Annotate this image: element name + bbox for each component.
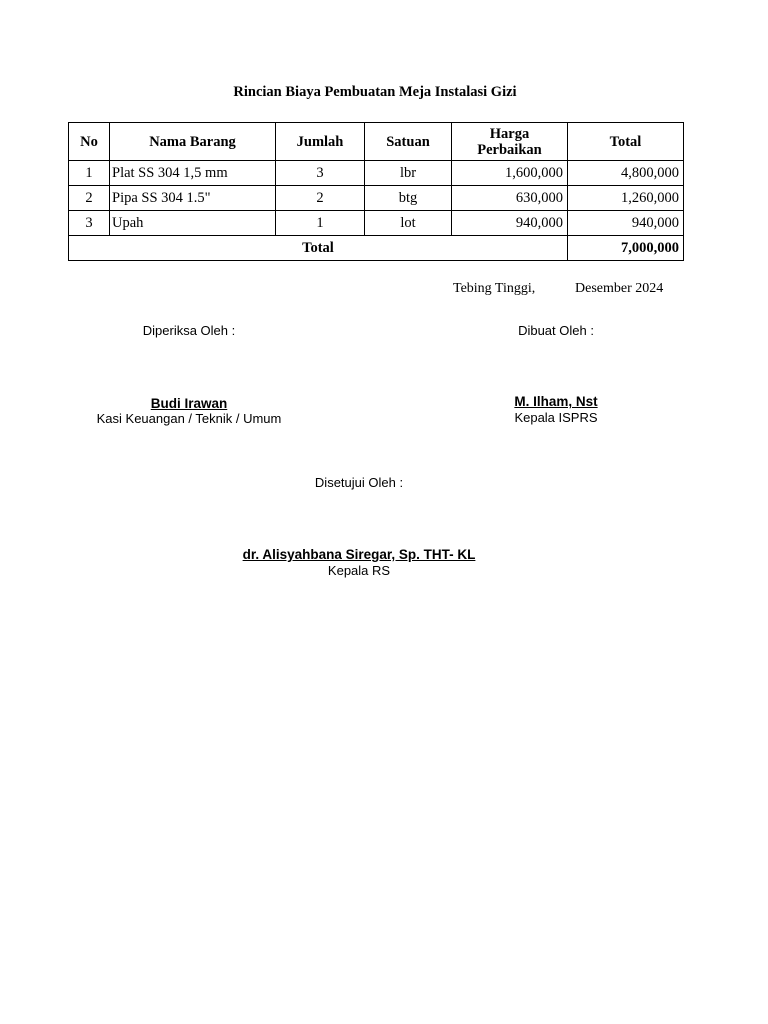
cell-harga: 630,000 bbox=[452, 186, 568, 211]
cell-total: 1,260,000 bbox=[568, 186, 684, 211]
table-row bbox=[69, 186, 684, 211]
document-title: Rincian Biaya Pembuatan Meja Instalasi Gizi bbox=[233, 84, 517, 100]
approved-by-name: dr. Alisyahbana Siregar, Sp. THT- KL bbox=[242, 547, 476, 562]
cell-jumlah: 1 bbox=[276, 211, 365, 236]
header-satuan: Satuan bbox=[365, 123, 452, 161]
table-total-row bbox=[69, 236, 684, 261]
cell-no: 1 bbox=[69, 161, 110, 186]
header-harga-line2: Perbaikan bbox=[477, 141, 542, 158]
cell-nama-barang: Pipa SS 304 1.5" bbox=[110, 186, 276, 211]
table-row bbox=[69, 211, 684, 236]
cell-nama-barang: Plat SS 304 1,5 mm bbox=[110, 161, 276, 186]
checked-by-name: Budi Irawan bbox=[150, 396, 228, 411]
date-text: Desember 2024 bbox=[575, 281, 664, 296]
table-row bbox=[69, 161, 684, 186]
made-by-label: Dibuat Oleh : bbox=[518, 323, 594, 338]
place-text: Tebing Tinggi, bbox=[453, 281, 536, 296]
cell-satuan: btg bbox=[365, 186, 452, 211]
checked-by-role: Kasi Keuangan / Teknik / Umum bbox=[96, 411, 282, 426]
cell-total: 940,000 bbox=[568, 211, 684, 236]
approved-by-label: Disetujui Oleh : bbox=[314, 475, 404, 490]
header-total: Total bbox=[568, 123, 684, 161]
cell-jumlah: 2 bbox=[276, 186, 365, 211]
cell-jumlah: 3 bbox=[276, 161, 365, 186]
cell-satuan: lot bbox=[365, 211, 452, 236]
cost-table bbox=[68, 122, 684, 261]
header-nama-barang: Nama Barang bbox=[110, 123, 276, 161]
header-no: No bbox=[69, 123, 110, 161]
cell-satuan: lbr bbox=[365, 161, 452, 186]
approved-by-role: Kepala RS bbox=[327, 563, 391, 578]
header-harga-line1: Harga bbox=[489, 125, 530, 142]
cell-harga: 1,600,000 bbox=[452, 161, 568, 186]
cell-no: 3 bbox=[69, 211, 110, 236]
total-value: 7,000,000 bbox=[568, 236, 684, 261]
cell-total: 4,800,000 bbox=[568, 161, 684, 186]
cell-nama-barang: Upah bbox=[110, 211, 276, 236]
header-jumlah: Jumlah bbox=[276, 123, 365, 161]
total-label: Total bbox=[69, 236, 568, 261]
made-by-name: M. Ilham, Nst bbox=[514, 394, 598, 409]
checked-by-label: Diperiksa Oleh : bbox=[142, 323, 236, 338]
cell-harga: 940,000 bbox=[452, 211, 568, 236]
made-by-role: Kepala ISPRS bbox=[514, 410, 598, 425]
table-header-row bbox=[69, 123, 684, 161]
cell-no: 2 bbox=[69, 186, 110, 211]
header-harga-perbaikan bbox=[452, 123, 568, 161]
